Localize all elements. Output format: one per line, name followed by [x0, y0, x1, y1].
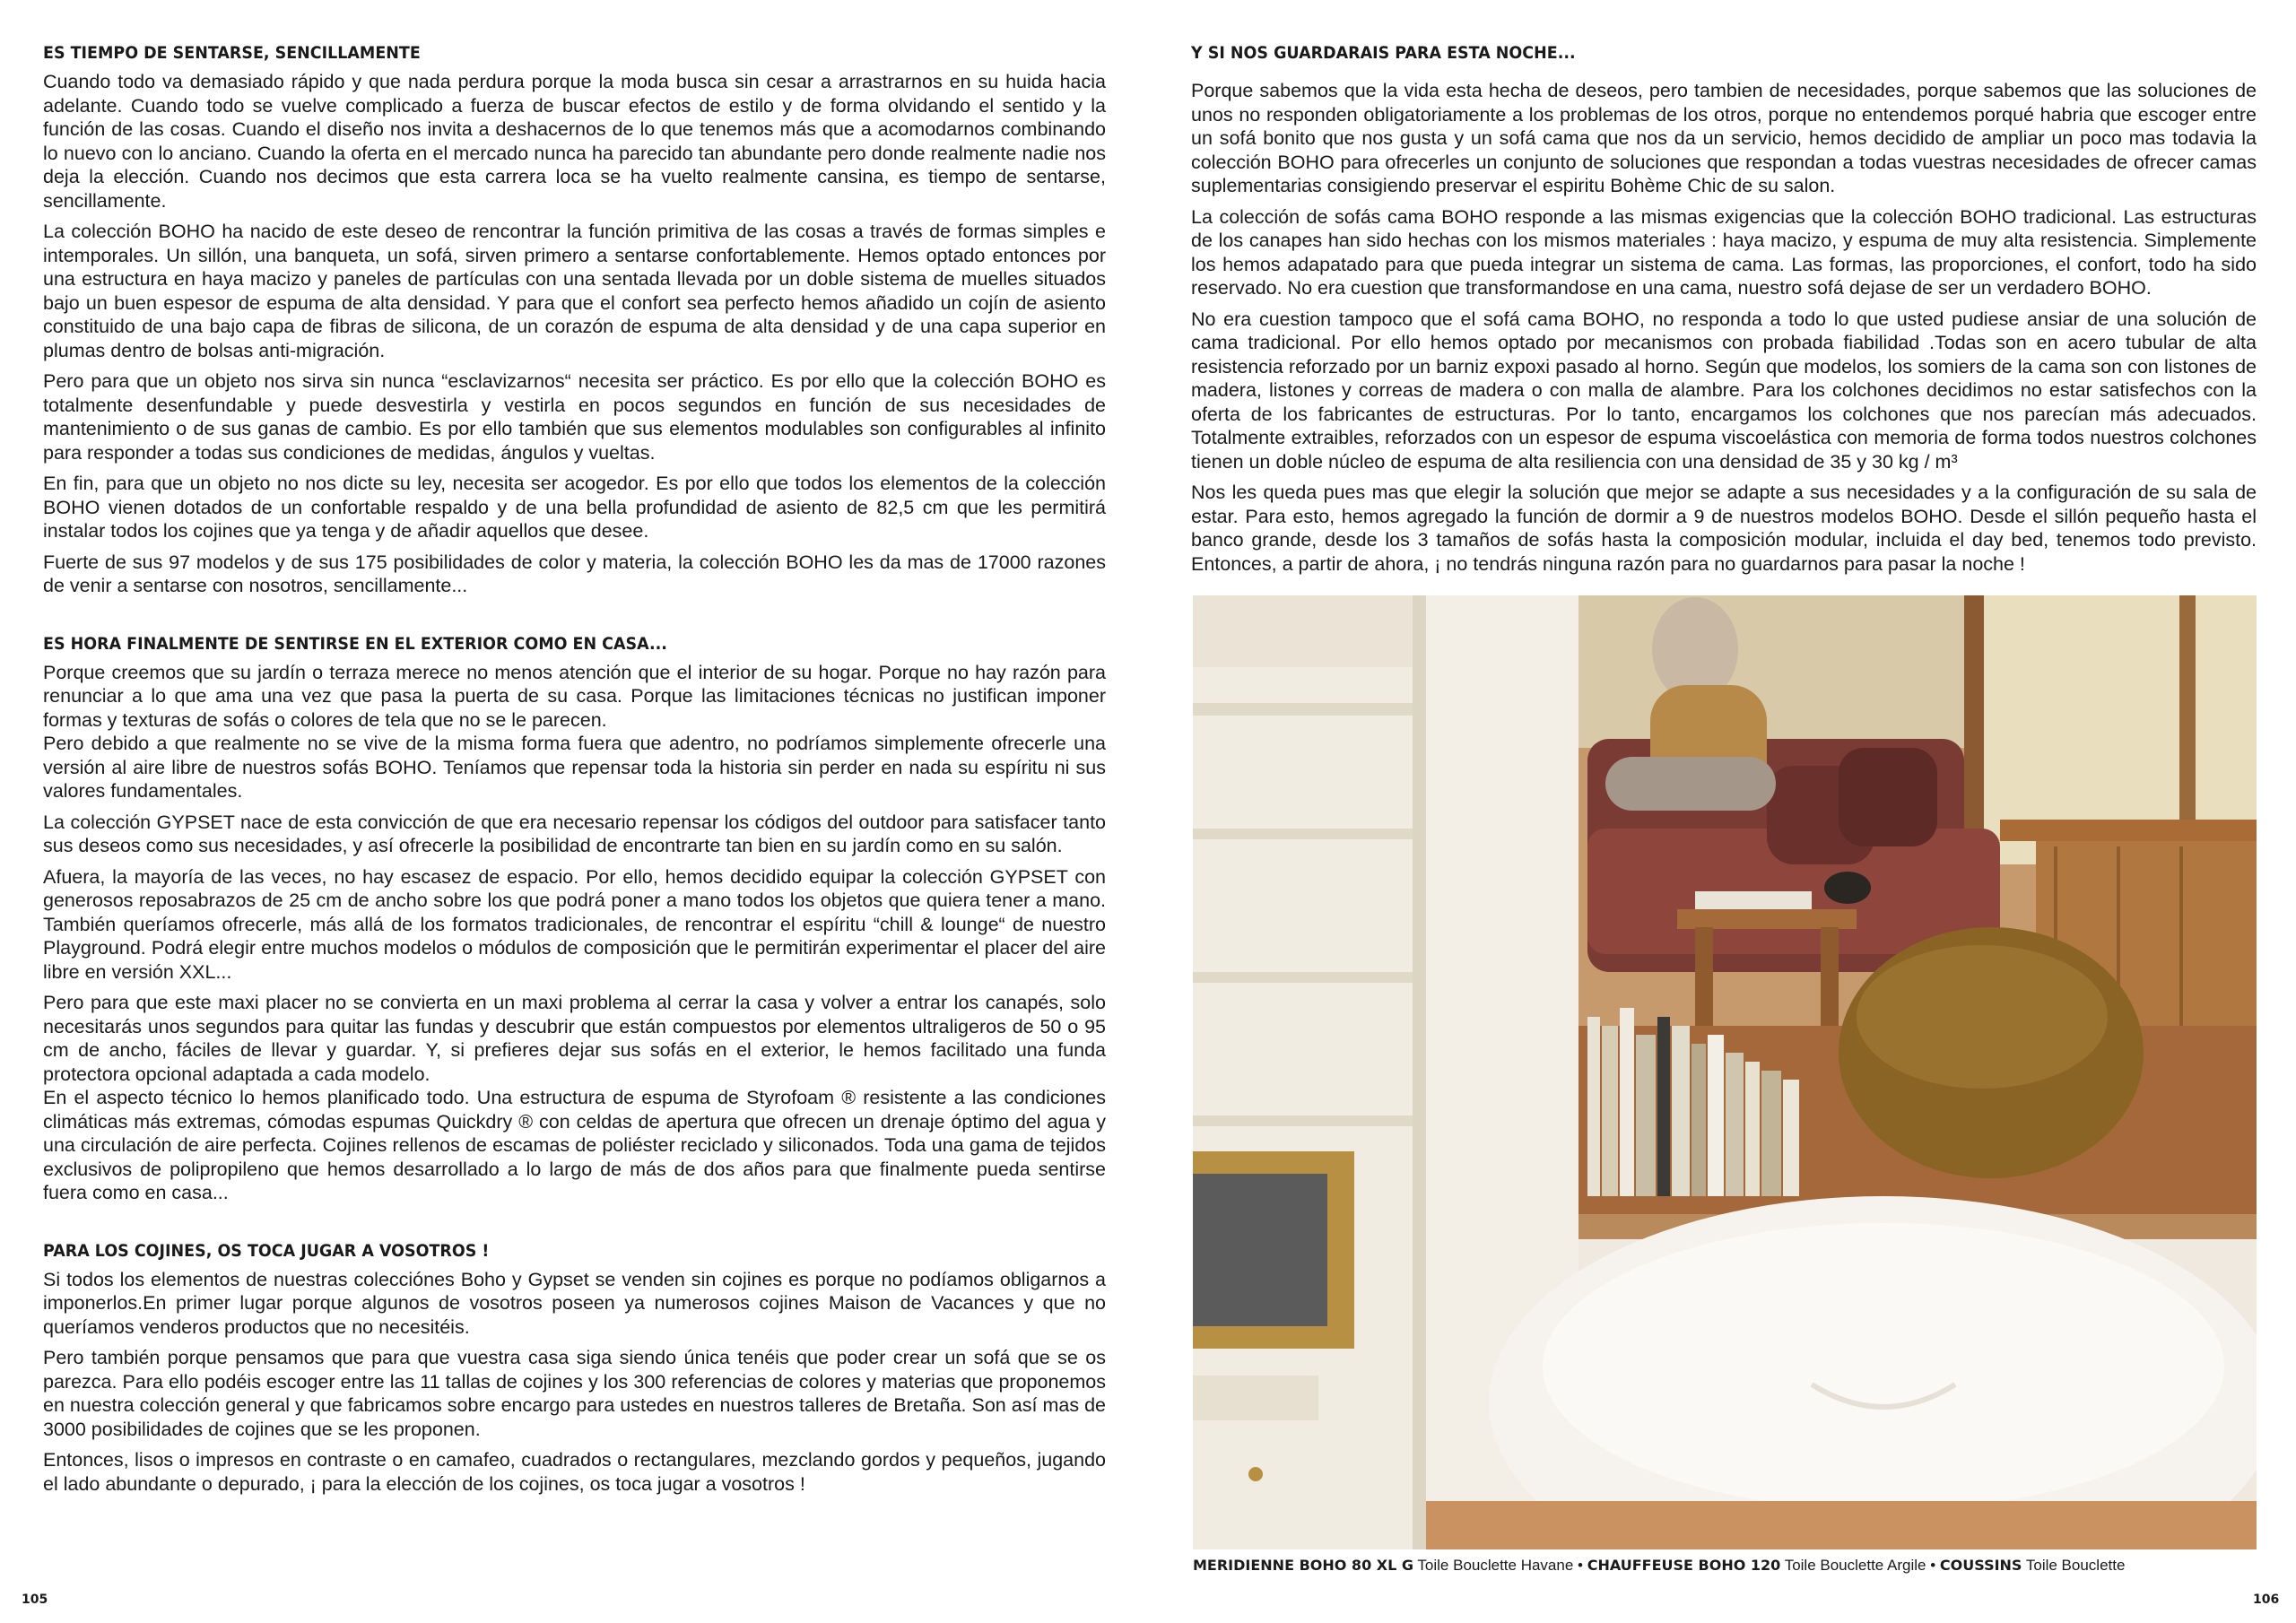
caption-product-name: MERIDIENNE BOHO 80 XL G: [1193, 1557, 1413, 1574]
living-room-illustration: [1193, 595, 2257, 1549]
paragraph: Entonces, lisos o impresos en contraste o en camafeo, cuadrados o rectangulares, mezclando gordos y pequeños, jugando el lado abundante o depurado, ¡ para la elección de los cojines, os toca jugar a vosotros !: [43, 1449, 1106, 1495]
paragraph: Pero para que este maxi placer no se convierta en un maxi problema al cerrar la casa y volver a entrar los canapés, solo necesitarás unos segundos para quitar las fundas y descubrir que están compuestos por elementos ultraligeros de 50 o 95 cm de ancho, fáciles de llevar y guardar. Y, si prefieres dejar sus sofás en el exterior, le hemos facilitado una funda protectora opcional adaptada a cada modelo.: [43, 992, 1106, 1085]
paragraph: Pero para que un objeto nos sirva sin nunca “esclavizarnos“ necesita ser práctico. Es por ello que la colección BOHO es totalmente desenfundable y puede desvestirla y vestirla en pocos segundos en función de sus necesidades de mantenimiento o de sus ganas de cambio. Es por ello también que sus elementos modulables son configurables al infinito para responder a todas sus condiciones de medidas, ángulos y vueltas.: [43, 370, 1106, 464]
living-room-photo: [1193, 595, 2257, 1549]
paragraph: La colección de sofás cama BOHO responde a las mismas exigencias que la colección BOHO tradicional. Las estructuras de los canapes han sido hechas con los mismos materiales : haya macizo, y espuma de muy alta resistencia. Simplemente los hemos adapatado para que pueda integrar un sistema de cama. Las formas, las proporciones, el confort, todo ha sido reservado. No era cuestion que transformandose en una cama, nuestro sofá dejase de ser un verdadero BOHO.: [1191, 205, 2257, 299]
paragraph: Cuando todo va demasiado rápido y que nada perdura porque la moda busca sin cesar a arrastrarnos en su huida hacia adelante. Cuando todo se vuelve complicado a fuerza de buscar efectos de estilo y de forma olvidando el sentido y la función de las cosas. Cuando el diseño nos invita a deshacernos de lo que tenemos más que a acomodarnos combinando lo nuevo con lo anciano. Cuando la oferta en el mercado nunca ha parecido tan abundante pero donde realmente nadie nos deja la elección. Cuando nos decimos que esta carrera loca se ha vuelto realmente cansina, es tiempo de sentarse, sencillamente.: [43, 71, 1106, 212]
paragraph: Pero también porque pensamos que para que vuestra casa siga siendo única tenéis que poder crear un sofá que se os parezca. Para ello podéis escoger entre las 11 tallas de cojines y los 300 referencias de colores y materias que proponemos en nuestra colección general y que fabricamos sobre encargo para ustedes en nuestros talleres de Bretaña. Son así mas de 3000 posibilidades de cojines que se les proponen.: [43, 1347, 1106, 1440]
paragraph: En fin, para que un objeto no nos dicte su ley, necesita ser acogedor. Es por ello que todos los elementos de la colección BOHO vienen dotados de un confortable respaldo y de una bella profundidad de asiento de 82,5 cm que les permitirá instalar todos los cojines que ya tenga y de añadir aquellos que desee.: [43, 473, 1106, 542]
section-cojines: [43, 1241, 1106, 1497]
section-heading: PARA LOS COJINES, OS TOCA JUGAR A VOSOTROS !: [43, 1240, 490, 1261]
caption-text: Toile Bouclette: [2022, 1557, 2126, 1574]
paragraph: La colección GYPSET nace de esta convicción de que era necesario repensar los códigos del outdoor para satisfacer tanto sus deseos como sus necesidades, y así ofrecerle la posibilidad de encontrarte tan bien en su jardín como en su salón.: [43, 811, 1106, 856]
paragraph: Porque creemos que su jardín o terraza merece no menos atención que el interior de su hogar. Porque no hay razón para renunciar a lo que ama una vez que pasa la puerta de su casa. Porque las limitaciones técnicas no justifican imponer formas y texturas de sofás o colores de tela que no se le parecen.: [43, 661, 1106, 731]
paragraph: No era cuestion tampoco que el sofá cama BOHO, no responda a todo lo que usted pudiese ansiar de una solución de cama tradicional. Por ello hemos optado por mecanismos con probada fiabilidad .Todas son en acero tubular de alta resistencia reforzado por un barniz expoxi pasado al horno. Según que modelos, los somiers de la cama son con listones de madera, listones y correas de madera o con malla de alambre. Para los colchones decidimos no estar satisfechos con la oferta de los fabricantes de estructuras. Por lo tanto, encargamos los colchones que nos parecían más adecuados. Totalmente extraibles, reforzados con un espesor de espuma viscoelástica con memoria de forma todos nuestros colchones tienen un doble núcleo de espuma de alta resiliencia con una densidad de 35 y 30 kg / m³: [1191, 308, 2257, 473]
photo-caption: [1193, 1557, 2125, 1575]
section-heading: ES TIEMPO DE SENTARSE, SENCILLAMENTE: [43, 43, 421, 63]
paragraph: Porque sabemos que la vida esta hecha de deseos, pero tambien de necesidades, porque sabemos que las soluciones de unos no responden obligatoriamente a los problemas de los otros, porque no entendemos porqué habria que escoger entre un sofá bonito que nos gusta y un sofá cama que nos da un servicio, hemos decidido de ampliar un poco mas todavia la colección BOHO para ofrecerles un conjunto de soluciones que respondan a todas vuestras necesidades de ofrecer camas suplementarias consigiendo preservar el espiritu Bohème Chic de su salon.: [1191, 80, 2257, 196]
left-page-column: [43, 43, 1106, 1532]
paragraph: Fuerte de sus 97 modelos y de sus 175 posibilidades de color y materia, la colección BOHO les da mas de 17000 razones de venir a sentarse con nosotros, sencillamente...: [43, 551, 1106, 596]
paragraph: Nos les queda pues mas que elegir la solución que mejor se adapte a sus necesidades y a la configuración de su sala de estar. Para esto, hemos agregado la función de dormir a 9 de nuestros modelos BOHO. Desde el sillón pequeño hasta el banco grande, desde los 3 tamaños de sofás hasta la composición modular, incluida el day bed, tenemos todo previsto. Entonces, a partir de ahora, ¡ no tendrás ninguna razón para no guardarnos para pasar la noche !: [1191, 482, 2257, 575]
caption-product-name: CHAUFFEUSE BOHO 120: [1587, 1557, 1781, 1574]
caption-text: Toile Bouclette Argile •: [1780, 1557, 1940, 1574]
page-number-left: 105: [22, 1593, 48, 1607]
paragraph: Pero debido a que realmente no se vive de la misma forma fuera que adentro, no podríamos simplemente ofrecerle una versión al aire libre de nuestros sofás BOHO. Teníamos que repensar toda la historia sin perder en nada su espíritu ni sus valores fundamentales.: [43, 733, 1106, 802]
section-guardarais-noche: [1191, 43, 2257, 576]
caption-text: Toile Bouclette Havane •: [1413, 1557, 1587, 1574]
caption-product-name: COUSSINS: [1939, 1557, 2022, 1574]
page-number-right: 106: [2253, 1593, 2280, 1607]
right-page-column: [1191, 43, 2257, 612]
section-tiempo-de-sentarse: [43, 43, 1106, 598]
paragraph: En el aspecto técnico lo hemos planificado todo. Una estructura de espuma de Styrofoam ® resistente a las condiciones climáticas más extremas, cómodas espumas Quickdry ® con celdas de apertura que ofrecen un drenaje óptimo del agua y una circulación de aire perfecta. Cojines rellenos de escamas de poliéster reciclado y siliconados. Toda una gama de tejidos exclusivos de polipropileno que hemos desarrollado a lo largo de más de dos años para que finalmente pueda sentirse fuera como en casa...: [43, 1087, 1106, 1203]
paragraph: Afuera, la mayoría de las veces, no hay escasez de espacio. Por ello, hemos decidido equipar la colección GYPSET con generosos reposabrazos de 25 cm de ancho sobre los que podrá poner a mano todos los objetos que quiera tener a mano. También queríamos ofrecerle, más allá de los formatos tradicionales, de rencontrar el espíritu “chill & lounge“ de nuestro Playground. Podrá elegir entre muchos modelos o módulos de composición que le permitirán experimentar el placer del aire libre en versión XXL...: [43, 865, 1106, 983]
paragraph: La colección BOHO ha nacido de este deseo de rencontrar la función primitiva de las cosas a través de formas simples e intemporales. Un sillón, una banqueta, un sofá, sirven primero a sentarse confortablemente. Hemos optado entonces por una estructura en haya macizo y paneles de partículas con una sentada llevada por un doble sistema de muelles situados bajo un buen espesor de espuma de alta densidad. Y para que el confort sea perfecto hemos añadido un cojín de asiento constituido de una bajo capa de fibras de silicona, de un corazón de espuma de alta densidad y de una capa superior en plumas dentro de bolsas anti-migración.: [43, 221, 1106, 361]
section-heading: ES HORA FINALMENTE DE SENTIRSE EN EL EXTERIOR COMO EN CASA...: [43, 633, 667, 654]
section-exterior-como-en-casa: [43, 634, 1106, 1205]
section-heading: Y SI NOS GUARDARAIS PARA ESTA NOCHE...: [1191, 43, 1576, 63]
paragraph: Si todos los elementos de nuestras colecciónes Boho y Gypset se venden sin cojines es porque no podíamos obligarnos a imponerlos.En primer lugar porque algunos de vosotros poseen ya numerosos cojines Maison de Vacances y que no queríamos venderos productos que no necesitéis.: [43, 1268, 1106, 1338]
